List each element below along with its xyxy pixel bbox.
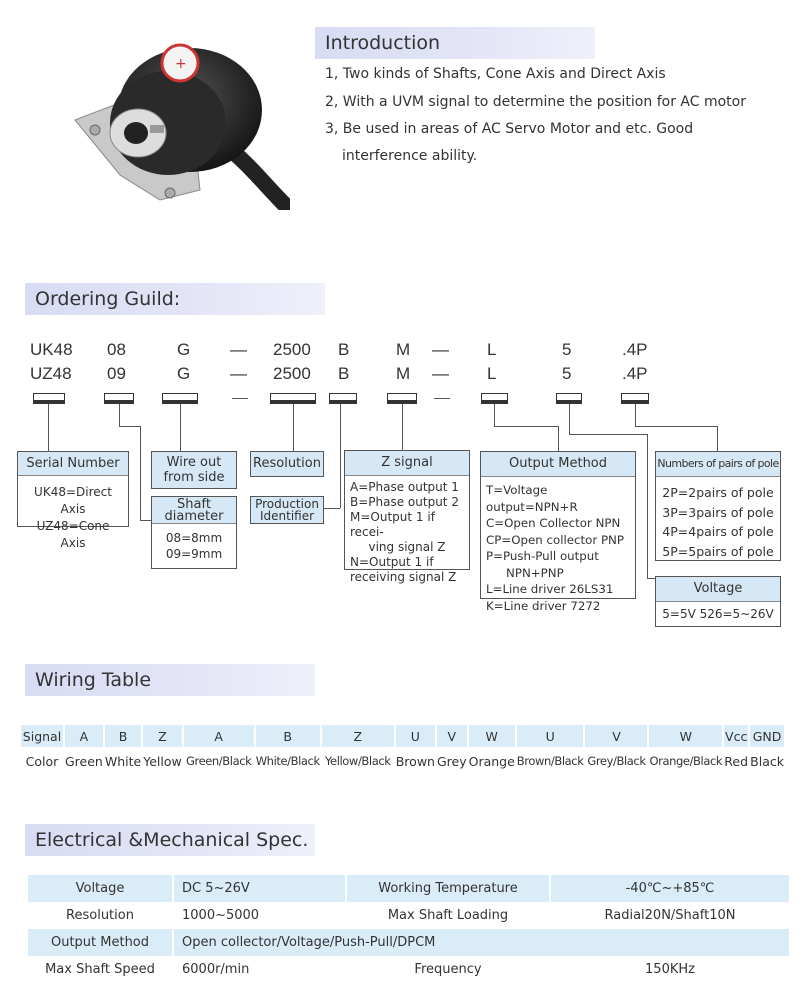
shaft-diameter-title: Shaft diameter [152, 497, 236, 524]
pole-line-3: 4P=4pairs of pole [662, 524, 774, 539]
ordering-header [25, 283, 325, 315]
wiring-color-row [21, 747, 784, 772]
wiring-signal-cell: W [469, 725, 515, 747]
code-r2-dash1: — [230, 364, 247, 383]
spec-table [26, 875, 791, 983]
slot-production [329, 393, 357, 404]
wiring-signal-cell: GND [750, 725, 784, 747]
wiring-color-cell: Green/Black [184, 747, 254, 772]
output-line-3: CP=Open collector PNP [486, 532, 624, 547]
code-r2-wire: G [177, 364, 191, 383]
wiring-signal-cell: B [256, 725, 320, 747]
pole-pairs-box [655, 451, 781, 561]
resolution-box [250, 451, 324, 477]
wiring-table [19, 725, 786, 772]
svg-text:+: + [175, 56, 187, 72]
output-line-1: T=Voltage output=NPN+R [486, 483, 578, 514]
wire-out-box [151, 451, 237, 489]
z-line-4: ving signal Z [368, 540, 446, 554]
slot-serial [33, 393, 65, 404]
encoder-product-image [50, 25, 290, 210]
line-voltage-b [569, 434, 647, 435]
spec-cell: Max Shaft Speed [45, 962, 155, 977]
code-r2-production: B [338, 364, 350, 383]
shaft-line-1: 08=8mm [165, 531, 223, 545]
wiring-signal-cell: Z [143, 725, 181, 747]
code-r1-poles: .4P [622, 340, 648, 359]
wiring-header [25, 664, 315, 696]
wiring-color-cell: Yellow [143, 747, 181, 772]
spec-cell: 6000r/min [182, 962, 250, 977]
code-r1-serial: UK48 [30, 340, 73, 359]
wiring-signal-cell: U [517, 725, 584, 747]
spec-cell: 1000~5000 [182, 908, 260, 923]
serial-line-2: UZ48=Cone Axis [36, 519, 110, 550]
line-voltage-a [569, 404, 570, 434]
spec-row [28, 875, 789, 902]
code-r1-z: M [396, 340, 411, 359]
code-r1-output: L [487, 340, 497, 359]
line-voltage-c [647, 434, 648, 578]
production-identifier-title: Production Identifier [251, 497, 323, 523]
line-output-c [558, 426, 559, 452]
line-z [402, 404, 403, 450]
spec-row [28, 956, 789, 983]
introduction-title: Introduction [325, 32, 441, 54]
spec-cell: 150KHz [645, 962, 695, 977]
serial-line-1: UK48=Direct Axis [34, 485, 112, 516]
code-r1-dash1: — [230, 340, 247, 359]
wiring-color-cell: Yellow/Black [322, 747, 394, 772]
z-line-6: receiving signal Z [350, 570, 457, 584]
line-poles-b [635, 426, 717, 427]
code-r1-resolution: 2500 [273, 340, 311, 359]
spec-cell: Radial20N/Shaft10N [604, 908, 736, 923]
z-line-5: N=Output 1 if [350, 555, 434, 569]
output-line-2: C=Open Collector NPN [486, 516, 621, 530]
code-r1-dash2: — [432, 340, 449, 359]
spec-title: Electrical &Mechanical Spec. [35, 829, 309, 851]
slot-output [481, 393, 508, 404]
wiring-signal-cell: U [396, 725, 435, 747]
line-shaft-a [119, 404, 120, 426]
output-line-7: K=Line driver 7272 [486, 598, 601, 613]
line-production-a [340, 404, 341, 508]
code-r2-voltage: 5 [562, 364, 572, 383]
voltage-line: 5=5V 526=5~26V [662, 607, 774, 621]
serial-number-box [17, 451, 129, 550]
z-line-1: A=Phase output 1 [350, 480, 459, 494]
spec-cell: Output Method [28, 929, 172, 956]
line-serial [48, 404, 49, 452]
spec-row [28, 929, 789, 956]
wiring-signal-cell: Z [322, 725, 394, 747]
wiring-color-cell: Orange/Black [649, 747, 722, 772]
line-poles-c [717, 426, 718, 452]
line-output-a [494, 404, 495, 426]
wiring-title: Wiring Table [35, 669, 152, 691]
line-output-b [494, 426, 558, 427]
pole-line-4: 5P=5pairs of pole [662, 543, 774, 559]
intro-line-1: 1, Two kinds of Shafts, Cone Axis and Direct Axis [325, 66, 666, 82]
wiring-signal-cell: B [105, 725, 141, 747]
z-line-3: M=Output 1 if recei- [350, 510, 435, 539]
code-r1-wire: G [177, 340, 191, 359]
spec-cell: Max Shaft Loading [387, 908, 509, 923]
wiring-color-cell: Grey [437, 747, 467, 772]
code-r2-output: L [487, 364, 497, 383]
wiring-color-cell: Color [21, 747, 63, 772]
slot-poles [621, 393, 649, 404]
slot-resolution [270, 393, 316, 404]
wiring-signal-cell: A [184, 725, 254, 747]
resolution-title: Resolution [251, 452, 323, 476]
voltage-box [655, 576, 781, 627]
wiring-signal-row [21, 725, 784, 747]
spec-cell: -40℃~+85℃ [551, 875, 789, 902]
pole-pairs-title: Numbers of pairs of pole [656, 452, 780, 477]
intro-line-4: interference ability. [342, 148, 478, 164]
spec-cell: DC 5~26V [174, 875, 345, 902]
code-r1-production: B [338, 340, 350, 359]
code-r2-dash2: — [432, 364, 449, 383]
line-shaft-b [119, 426, 140, 427]
wiring-signal-cell: Signal [21, 725, 63, 747]
spec-cell: Resolution [66, 908, 134, 923]
spec-row [28, 902, 789, 929]
production-identifier-box [250, 496, 324, 524]
z-signal-title: Z signal [345, 451, 469, 476]
line-production-b [322, 508, 340, 509]
slot-dash-2 [434, 398, 450, 399]
voltage-title: Voltage [656, 577, 780, 602]
wiring-signal-cell: W [649, 725, 722, 747]
pole-line-1: 2P=2pairs of pole [662, 485, 774, 500]
introduction-header [315, 27, 595, 59]
code-r1-shaft: 08 [107, 340, 126, 359]
wiring-signal-cell: V [437, 725, 467, 747]
spec-cell: Frequency [414, 962, 482, 977]
code-r1-voltage: 5 [562, 340, 572, 359]
line-poles-a [635, 404, 636, 426]
spec-cell: Open collector/Voltage/Push-Pull/DPCM [174, 929, 789, 956]
intro-line-2: 2, With a UVM signal to determine the position for AC motor [325, 94, 746, 110]
line-wire [180, 404, 181, 452]
code-r2-z: M [396, 364, 411, 383]
wiring-color-cell: Brown [396, 747, 435, 772]
ordering-title: Ordering Guild: [35, 288, 181, 310]
wiring-signal-cell: A [65, 725, 103, 747]
code-r2-resolution: 2500 [273, 364, 311, 383]
wiring-color-cell: Green [65, 747, 103, 772]
z-line-2: B=Phase output 2 [350, 495, 459, 509]
output-line-5: NPN+PNP [506, 565, 564, 580]
wiring-color-cell: White [105, 747, 141, 772]
slot-wire [162, 393, 198, 404]
wiring-color-cell: Red [724, 747, 748, 772]
wiring-color-cell: Orange [469, 747, 515, 772]
wiring-color-cell: Brown/Black [517, 747, 584, 772]
wire-out-title: Wire out from side [152, 452, 236, 488]
wiring-color-cell: Black [750, 747, 784, 772]
slot-voltage [556, 393, 582, 404]
shaft-line-2: 09=9mm [165, 547, 223, 561]
output-line-4: P=Push-Pull output [486, 549, 599, 563]
shaft-diameter-box [151, 496, 237, 569]
intro-line-3: 3, Be used in areas of AC Servo Motor and etc. Good [325, 121, 694, 137]
code-r2-serial: UZ48 [30, 364, 72, 383]
z-signal-box [344, 450, 470, 584]
slot-z [387, 393, 417, 404]
wiring-color-cell: Grey/Black [585, 747, 647, 772]
slot-shaft [104, 393, 134, 404]
spec-cell: Working Temperature [347, 875, 549, 902]
line-resolution [293, 404, 294, 452]
wiring-signal-cell: Vcc [724, 725, 748, 747]
spec-cell: Voltage [28, 875, 172, 902]
output-line-6: L=Line driver 26LS31 [486, 582, 614, 596]
line-shaft-c [140, 426, 141, 520]
code-r2-shaft: 09 [107, 364, 126, 383]
output-method-box [480, 451, 636, 613]
spec-header [25, 824, 315, 856]
wiring-color-cell: White/Black [256, 747, 320, 772]
wiring-signal-cell: V [585, 725, 647, 747]
code-r2-poles: .4P [622, 364, 648, 383]
slot-dash-1 [232, 398, 248, 399]
serial-number-title: Serial Number [18, 452, 128, 476]
output-method-title: Output Method [481, 452, 635, 477]
pole-line-2: 3P=3pairs of pole [662, 504, 774, 520]
